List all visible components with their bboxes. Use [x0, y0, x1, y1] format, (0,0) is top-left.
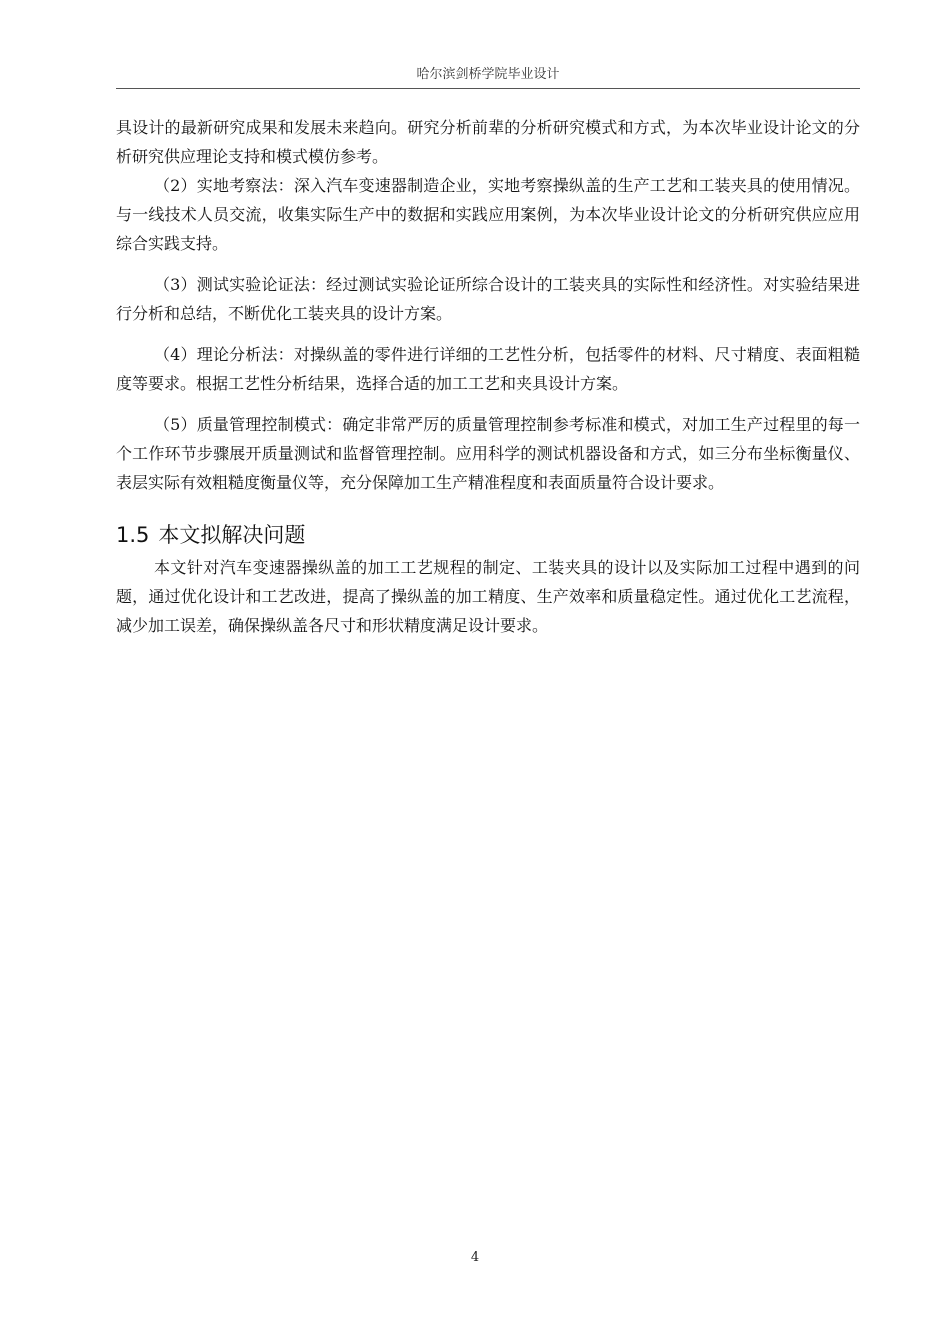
header-title: 哈尔滨剑桥学院毕业设计 [416, 67, 560, 82]
page-number: 4 [470, 1250, 480, 1265]
paragraph-field-study-method: （2）实地考察法：深入汽车变速器制造企业，实地考察操纵盖的生产工艺和工装夹具的使用情况。与一线技术人员交流，收集实际生产中的数据和实践应用案例，为本次毕业设计论文的分析研究供应应用综合实践支持。 [116, 176, 860, 253]
paragraph-quality-control-method: （5）质量管理控制模式：确定非常严厉的质量管理控制参考标准和模式，对加工生产过程里的每一个工作环节步骤展开质量测试和监督管理控制。应用科学的测试机器设备和方式，如三分布坐标衡量仪、表层实际有效粗糙度衡量仪等，充分保障加工生产精准程度和表面质量符合设计要求。 [116, 415, 860, 492]
paragraph-theory-analysis-method: （4）理论分析法：对操纵盖的零件进行详细的工艺性分析，包括零件的材料、尺寸精度、表面粗糙度等要求。根据工艺性分析结果，选择合适的加工工艺和夹具设计方案。 [116, 345, 860, 393]
section-heading [116, 520, 860, 550]
section-number: 1.5 [116, 523, 150, 547]
page-header [116, 66, 860, 89]
paragraph-continued: 具设计的最新研究成果和发展未来趋向。研究分析前辈的分析研究模式和方式，为本次毕业设计论文的分析研究供应理论支持和模式模仿参考。 [116, 118, 860, 166]
paragraph-experiment-method: （3）测试实验论证法：经过测试实验论证所综合设计的工装夹具的实际性和经济性。对实验结果进行分析和总结，不断优化工装夹具的设计方案。 [116, 275, 860, 323]
section-title: 本文拟解决问题 [158, 523, 306, 547]
document-body [116, 113, 860, 640]
paragraph-problems-to-solve: 本文针对汽车变速器操纵盖的加工工艺规程的制定、工装夹具的设计以及实际加工过程中遇到的问题，通过优化设计和工艺改进，提高了操纵盖的加工精度、生产效率和质量稳定性。通过优化工艺流程，减少加工误差，确保操纵盖各尺寸和形状精度满足设计要求。 [116, 558, 860, 635]
